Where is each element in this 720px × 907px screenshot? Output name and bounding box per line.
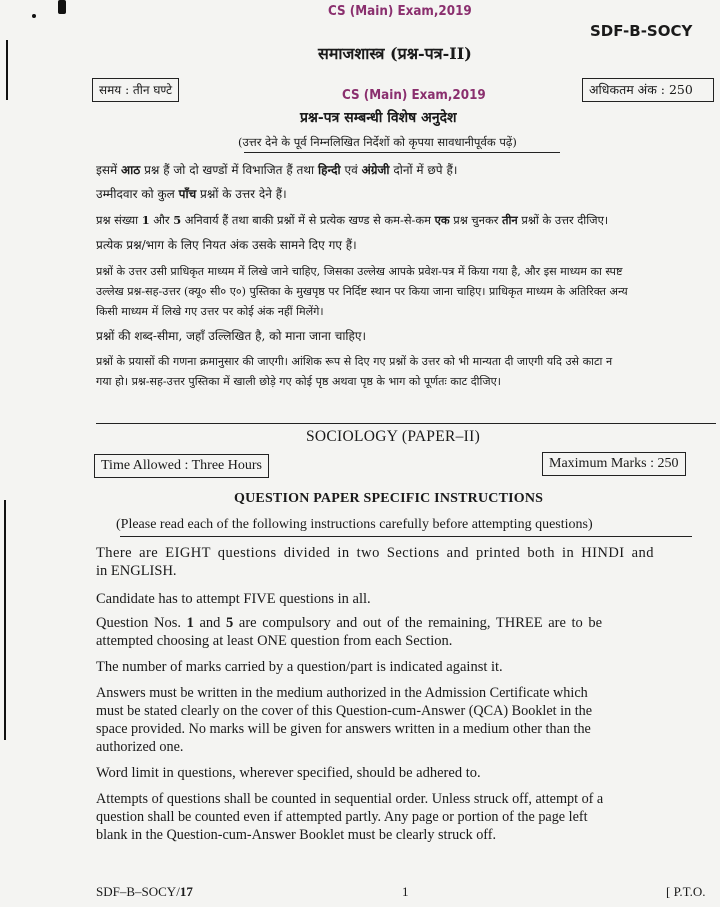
english-subheading-underline [120,536,692,537]
english-instruction-5: Answers must be written in the medium authorized in the Admission Certificate which must be stated clearly on the cover of this Question-cum-Answer (QCA) Booklet in the space provided. No marks will be given for answers written in a medium other than the authorized one. [96,685,593,755]
hindi-instruction-3: प्रश्न संख्या 1 और 5 अनिवार्य हैं तथा बाकी प्रश्नों में से प्रत्येक खण्ड से कम-से-कम एक प्रश्न चुनकर तीन प्रश्नों के उत्तर दीजिए। [96,213,609,227]
english-heading: QUESTION PAPER SPECIFIC INSTRUCTIONS [234,491,544,506]
hindi-instruction-7: प्रश्नों के प्रयासों की गणना क्रमानुसार की जाएगी। आंशिक रूप से दिए गए प्रश्नों के उत्तर को भी मान्यता दी जाएगी यदि उसे काटा न गया हो। प्रश्न-सह-उत्तर पुस्तिका में खाली छोड़े गए कोई पृष्ठ अथवा पृष्ठ के भाग को पूर्णतः काट दीजिए। [96,355,613,388]
paper-code: SDF-B-SOCY [590,22,693,40]
footer-code: SDF–B–SOCY/17 [96,884,193,899]
english-instruction-2: Candidate has to attempt FIVE questions in all. [96,591,371,607]
english-time-box: Time Allowed : Three Hours [94,454,269,478]
hindi-title: समाजशास्त्र (प्रश्न-पत्र-II) [318,44,472,63]
hindi-instruction-2: उम्मीदवार को कुल पाँच प्रश्नों के उत्तर देने हैं। [96,187,287,201]
hindi-time-box: समय : तीन घण्टे [92,78,179,102]
hindi-instruction-6: प्रश्नों की शब्द-सीमा, जहाँ उल्लिखित है, को माना जाना चाहिए। [96,329,367,343]
scan-mark-icon [58,0,66,14]
english-subheading: (Please read each of the following instructions carefully before attempting questions) [116,517,593,532]
english-marks-box: Maximum Marks : 250 [542,452,686,476]
scan-dot-icon [32,14,36,18]
hindi-instruction-5: प्रश्नों के उत्तर उसी प्राधिकृत माध्यम में लिखे जाने चाहिए, जिसका उल्लेख आपके प्रवेश-पत्र में किया गया है, और इस माध्यम का स्पष्ट उल्लेख प्रश्न-सह-उत्तर (क्यू० सी० ए०) पुस्तिका के मुखपृष्ठ पर निर्दिष्ट स्थान पर किया जाना चाहिए। प्राधिकृत माध्यम के अतिरिक्त अन्य किसी माध्यम में लिखे गए उत्तर पर कोई अंक नहीं मिलेंगे। [96,265,628,318]
english-instruction-7: Attempts of questions shall be counted in sequential order. Unless struck off, attempt of a question shall be counted even if attempted partly. Any page or portion of the page left blank in the Question-cum-Answer Booklet must be clearly struck off. [96,791,604,843]
hindi-instruction-1: इसमें आठ प्रश्न हैं जो दो खण्डों में विभाजित हैं तथा हिन्दी एवं अंग्रेजी दोनों में छपे हैं। [96,163,458,177]
english-instruction-4: The number of marks carried by a question/part is indicated against it. [96,659,503,675]
scan-edge-line [6,40,8,100]
hindi-instruction-4: प्रत्येक प्रश्न/भाग के लिए नियत अंक उसके सामने दिए गए हैं। [96,238,357,252]
english-instruction-6: Word limit in questions, wherever specified, should be adhered to. [96,765,481,781]
english-instruction-3: Question Nos. 1 and 5 are compulsory and out of the remaining, THREE are to be attempted choosing at least ONE question from each Section. [96,615,603,649]
section-divider [96,423,716,424]
hindi-heading: प्रश्न-पत्र सम्बन्धी विशेष अनुदेश [300,110,457,126]
hindi-subheading: (उत्तर देने के पूर्व निम्नलिखित निर्देशों को कृपया सावधानीपूर्वक पढ़ें) [238,135,517,149]
page-number: 1 [402,884,409,899]
hindi-subheading-underline [244,152,560,153]
hindi-marks-box: अधिकतम अंक : 250 [582,78,714,102]
exam-stamp-top: CS (Main) Exam,2019 [328,4,472,19]
pto-marker: [ P.T.O. [666,884,706,899]
scan-edge-line [4,500,6,740]
exam-stamp-mid: CS (Main) Exam,2019 [342,88,486,103]
english-instruction-1: There are EIGHT questions divided in two Sections and printed both in HINDI and in ENGLISH. [96,545,654,579]
english-title: SOCIOLOGY (PAPER–II) [306,428,481,445]
